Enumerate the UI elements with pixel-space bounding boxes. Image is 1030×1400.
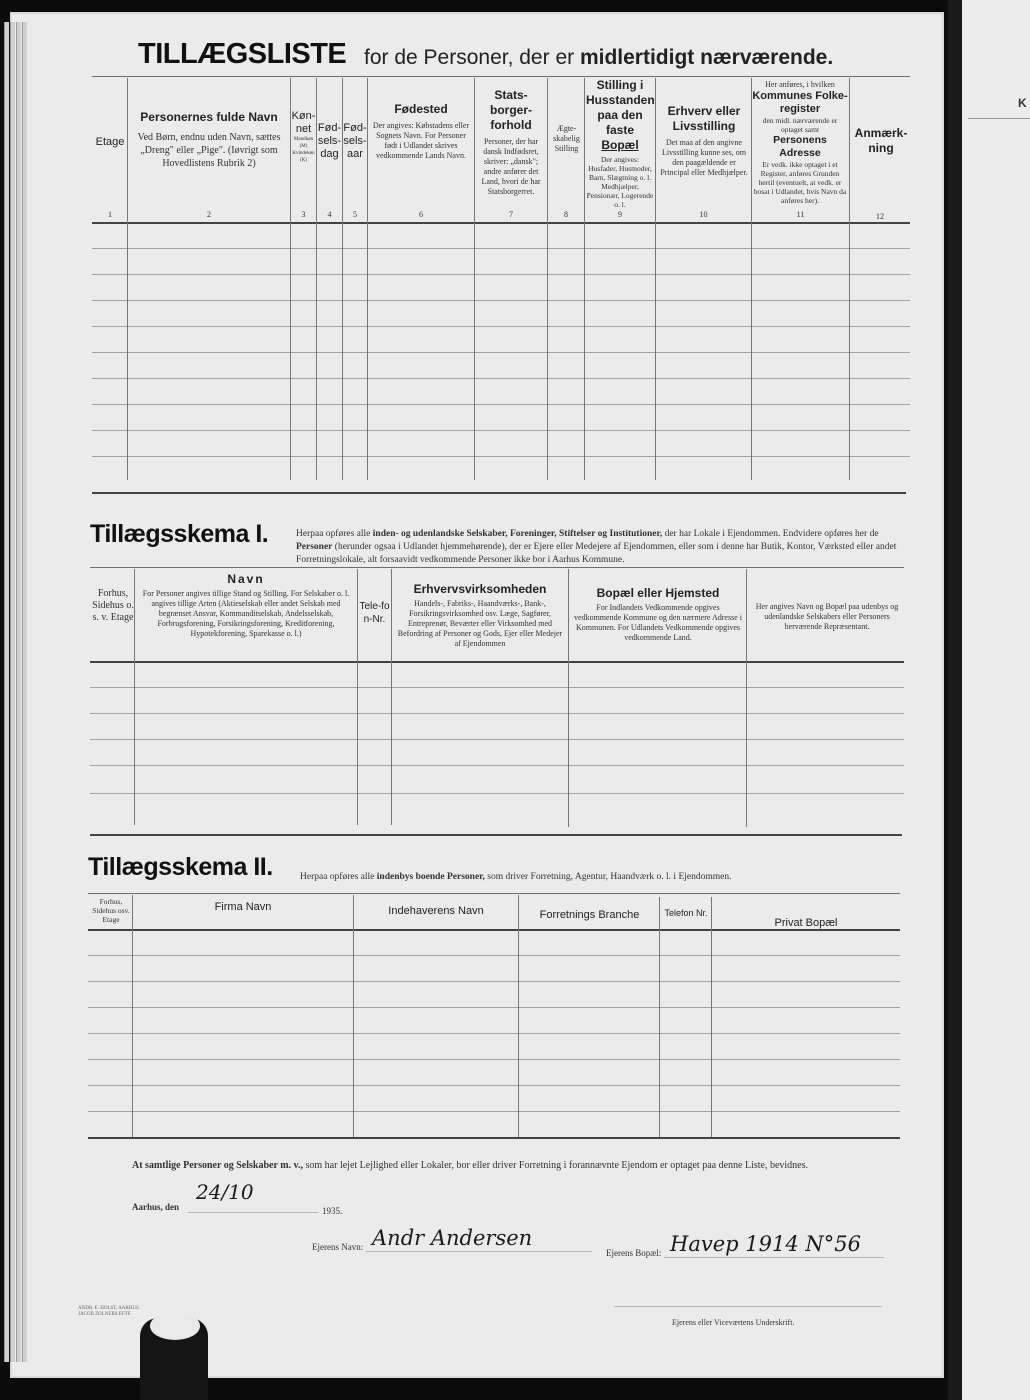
col-number: 2 [207, 210, 211, 219]
skema2-top-rule [88, 893, 900, 894]
right-page [962, 0, 1030, 1400]
table1-row-rule [92, 274, 910, 275]
col-number: 10 [699, 210, 708, 219]
s1-header-etage: Forhus, Sidehus o. s. v. Etage [92, 588, 134, 623]
skema1-top-rule [90, 567, 904, 568]
form-subtitle [364, 46, 833, 70]
table1-header-rule [92, 222, 910, 224]
skema1-header-rule [90, 661, 904, 663]
skema1-title: Tillægsskema I. [90, 520, 269, 548]
t1-header-statsborger [476, 88, 546, 197]
col-number: 9 [618, 210, 622, 219]
skema1-description [296, 528, 906, 567]
skema1-col-divider [391, 569, 392, 825]
s1-header-erhverv [394, 582, 566, 649]
t1-header-konnet [291, 110, 316, 164]
col-number: 7 [509, 210, 513, 219]
desc-text: i denne har Butik, Kontor, Værksted eller andet Forretningslokale, alt forsaavidt vedkommende Personer ikke bor i Aarhus Kommune. [296, 542, 897, 565]
desc-text: Herpaa opføres alle [300, 872, 375, 882]
t1-header-fodselsdag [317, 122, 342, 161]
skema2-title: Tillægsskema II. [88, 853, 273, 881]
skema2-row-rule [88, 1007, 900, 1008]
col-number: 11 [796, 210, 805, 219]
header-title: Etage [95, 136, 125, 148]
header-title: Navn [227, 572, 265, 586]
skema1-col-divider [134, 569, 135, 825]
s2-header-indehaver: Indehaverens Navn [388, 905, 484, 917]
handwritten-date: 24/10 [196, 1180, 254, 1204]
subtitle-bold: midlertidigt [579, 46, 695, 69]
statement-text: som har lejet Lejlighed eller Lokaler, bor eller driver Forretning i forannævnte Ejendom er optaget paa denne Liste, bevidnes. [305, 1160, 808, 1171]
skema2-row-rule [88, 1033, 900, 1034]
s2-header-etage: Forhus, Sidehus osv. Etage [92, 897, 130, 924]
desc-text: Herpaa opføres alle [296, 529, 371, 539]
table1-col-divider [474, 78, 475, 480]
header-title: Køn-net [291, 110, 316, 135]
header-note: Ved Børn, endnu uden Navn, sættes „Dreng" eller „Pige". (Iøvrigt som Hovedlistens Rubrik 2) [137, 132, 281, 169]
desc-text: som driver Forretning, Agentur, Haandværk o. l. i Ejendommen. [487, 872, 732, 882]
desc-bold: Personer [296, 542, 333, 552]
skema2-bottom-rule [88, 1137, 900, 1139]
t1-header-folkeregister [752, 80, 848, 205]
right-page-rule [968, 118, 1030, 119]
header-note: Der angives: Husfader, Husmoder, Barn, Slægtning o. l. Medhjælper, Pensionær, Logerende o. l. [586, 155, 654, 209]
skema2-row-rule [88, 981, 900, 982]
table1-col-divider [367, 78, 368, 480]
page-edge [10, 22, 15, 1362]
skema2-description [300, 871, 900, 884]
header-title: Fød-sels-aar [343, 122, 367, 160]
table1-row-rule [92, 248, 910, 249]
header-title: Personens Adresse [773, 134, 827, 159]
desc-text: der har Lokale i Ejendommen. [664, 529, 781, 539]
t1-header-navn [130, 110, 288, 170]
skema1-bottom-rule [90, 834, 902, 836]
header-note: Er vedk. ikke optaget i et Register, anføres Grunden hertil (eventuelt, at vedk. er bosat i Udlandet, hvis Navn da anføres her). [753, 160, 847, 205]
year-label: 1935. [322, 1206, 343, 1216]
table1-bottom-rule [92, 492, 906, 494]
header-title: Tele-fon-Nr. [359, 601, 390, 625]
table1-col-divider [547, 78, 548, 480]
header-note: Her angives Navn og Bopæl paa udenbys og udenlandske Selskabers eller Personers herværende Repræsentant. [755, 602, 899, 631]
header-note: Her anføres, i hvilken [765, 80, 835, 89]
header-title: Anmærk-ning [854, 126, 908, 155]
header-note: For Personer angives tillige Stand og Stilling. For Selskaber o. l. angives tillige Arten (Aktieselskab eller andet Selskab med begrænset Ansvar, Kommanditselskab, Andelsselskab, Forbrugsforening, Forsikringsforening, Kreditforening, Hypotekforening, Sparekasse o. l.) [142, 589, 350, 638]
header-title: Erhvervsvirksomheden [413, 582, 547, 596]
attestation-statement [132, 1154, 902, 1178]
s1-header-repraesentant [752, 602, 902, 632]
table1-row-rule [92, 326, 910, 327]
table1-row-rule [92, 456, 910, 457]
subtitle-text: for de Personer, der er [364, 46, 580, 69]
binding-clip-highlight [150, 1312, 200, 1340]
page-gutter [948, 0, 962, 1400]
header-title-underlined: Bopæl [601, 138, 639, 152]
skema1-col-divider [568, 569, 569, 827]
t1-header-stilling [586, 78, 654, 209]
s2-header-branche: Forretnings Branche [539, 909, 640, 921]
table1-row-rule [92, 300, 910, 301]
skema2-row-rule [88, 1111, 900, 1112]
header-title: Bopæl eller Hjemsted [596, 586, 720, 600]
owner-address-label: Ejerens Bopæl: [606, 1248, 662, 1258]
header-title: Stats-borger-forhold [490, 88, 532, 132]
col-number: 6 [419, 210, 423, 219]
header-note: Ægte-skabelig Stilling [553, 124, 580, 153]
table1-col-divider [584, 78, 585, 480]
skema1-row-rule [90, 739, 904, 740]
col-number: 1 [108, 210, 112, 219]
skema2-col-divider [659, 897, 660, 1137]
t1-header-fodselsaar [343, 122, 367, 161]
form-title: TILLÆGSLISTE [138, 38, 347, 70]
skema2-col-divider [132, 895, 133, 1137]
s2-header-telefon: Telefon Nr. [664, 908, 708, 918]
s1-header-telefon [358, 600, 391, 626]
handwritten-owner-name: Andr Andersen [372, 1226, 533, 1250]
desc-bold: indenbys boende Personer, [376, 872, 485, 882]
header-note: Det maa af den angivne Livsstilling kunne ses, om den paagældende er Principal eller Medhjælper. [660, 138, 748, 177]
statement-bold: At samtlige Personer og Selskaber m. v., [132, 1160, 304, 1171]
table1-row-rule [92, 378, 910, 379]
desc-text: Endvidere opføres her de [782, 529, 879, 539]
desc-bold: inden- og udenlandske Selskaber, Foreninger, Stiftelser og Institutioner, [372, 529, 663, 539]
signature-label: Ejerens eller Viceværtens Underskrift. [672, 1318, 795, 1327]
col-number: 5 [353, 210, 357, 219]
header-note: For Indlandets Vedkommende opgives vedkommende Kommune og den nærmere Adresse i Kommunen. For Udlandets Vedkommende opgives vedkommende Land. [574, 603, 742, 642]
s1-header-bopael [572, 586, 744, 643]
skema1-row-rule [90, 713, 904, 714]
skema2-col-divider [711, 897, 712, 1137]
header-title: Fødested [394, 102, 448, 116]
table1-col-divider [655, 78, 656, 480]
col-number: 8 [564, 210, 568, 219]
table1-top-rule [92, 76, 910, 77]
header-title: Personernes fulde Navn [140, 110, 278, 124]
header-note: Mandkøn (M) Kvindekøn (K) [292, 137, 315, 163]
skema2-row-rule [88, 1059, 900, 1060]
t1-header-fodested [370, 102, 472, 161]
skema1-row-rule [90, 687, 904, 688]
skema2-header-rule [88, 929, 900, 931]
skema2-col-divider [353, 895, 354, 1137]
handwritten-owner-address: Havep 1914 N°56 [670, 1232, 861, 1256]
skema1-col-divider [746, 569, 747, 827]
t1-header-aegteskab [549, 124, 584, 154]
t1-header-erhverv [658, 104, 750, 178]
desc-text: (herunder ogsaa i Udlandet hjemmehørende), der er Ejere eller Medejere af Ejendommen, eller som [334, 542, 714, 552]
skema2-col-divider [518, 895, 519, 1137]
header-title: Kommunes Folke- [752, 90, 848, 102]
skema2-row-rule [88, 1085, 900, 1086]
header-title: register [779, 103, 821, 115]
col-number: 4 [327, 210, 332, 219]
header-title: Stilling i Husstanden paa den faste [586, 78, 655, 137]
s2-header-privat-bopael: Privat Bopæl [774, 917, 838, 929]
header-note: den midl. nærværende er optaget samt [762, 116, 838, 134]
header-note: Der angives: Købstadens eller Sognets Navn. For Personer født i Udlandet skrives vedkommende Lands Navn. [372, 121, 470, 160]
table1-col-divider [849, 78, 850, 480]
col-number: 12 [876, 212, 884, 221]
page-edge [16, 22, 21, 1362]
header-title: Fød-sels-dag [317, 122, 342, 160]
city-label: Aarhus, den [132, 1202, 180, 1212]
header-note: Personer, der har dansk Indfødsret, skriver: „dansk"; andre anfører det Land, hvori de har Statsborgerret. [481, 137, 541, 196]
skema2-row-rule [88, 955, 900, 956]
s2-header-firma: Firma Navn [214, 901, 272, 913]
col-number: 3 [301, 210, 306, 219]
t1-header-etage [92, 136, 128, 149]
printer-imprint: ANDR. E. HOLST, AARHUS JACOB ZOLNERS EFTF. [78, 1306, 139, 1317]
skema1-row-rule [90, 793, 904, 794]
signature-line [614, 1306, 882, 1307]
skema1-row-rule [90, 765, 904, 766]
subtitle-bold: nærværende. [700, 46, 834, 69]
page-edge [22, 22, 27, 1362]
table1-row-rule [92, 352, 910, 353]
table1-row-rule [92, 430, 910, 431]
owner-name-line [366, 1251, 592, 1252]
table1-row-rule [92, 404, 910, 405]
date-line [188, 1212, 318, 1213]
header-note: Handels-, Fabriks-, Haandværks-, Bank-, Forsikringsvirksomhed osv. Læge, Sagfører, Entreprenør, Beværter eller Virksomhed med Befordring af Personer og Gods, Ejer eller Medejer af Ejendommen [397, 599, 563, 648]
header-title: Erhverv eller Livsstilling [667, 104, 741, 133]
t1-header-anmaerkning [851, 126, 911, 156]
owner-name-label: Ejerens Navn: [312, 1242, 364, 1252]
s1-header-navn [138, 572, 354, 639]
owner-address-line [664, 1257, 884, 1258]
page-edge [4, 22, 9, 1362]
right-page-letter: K [1018, 96, 1027, 110]
